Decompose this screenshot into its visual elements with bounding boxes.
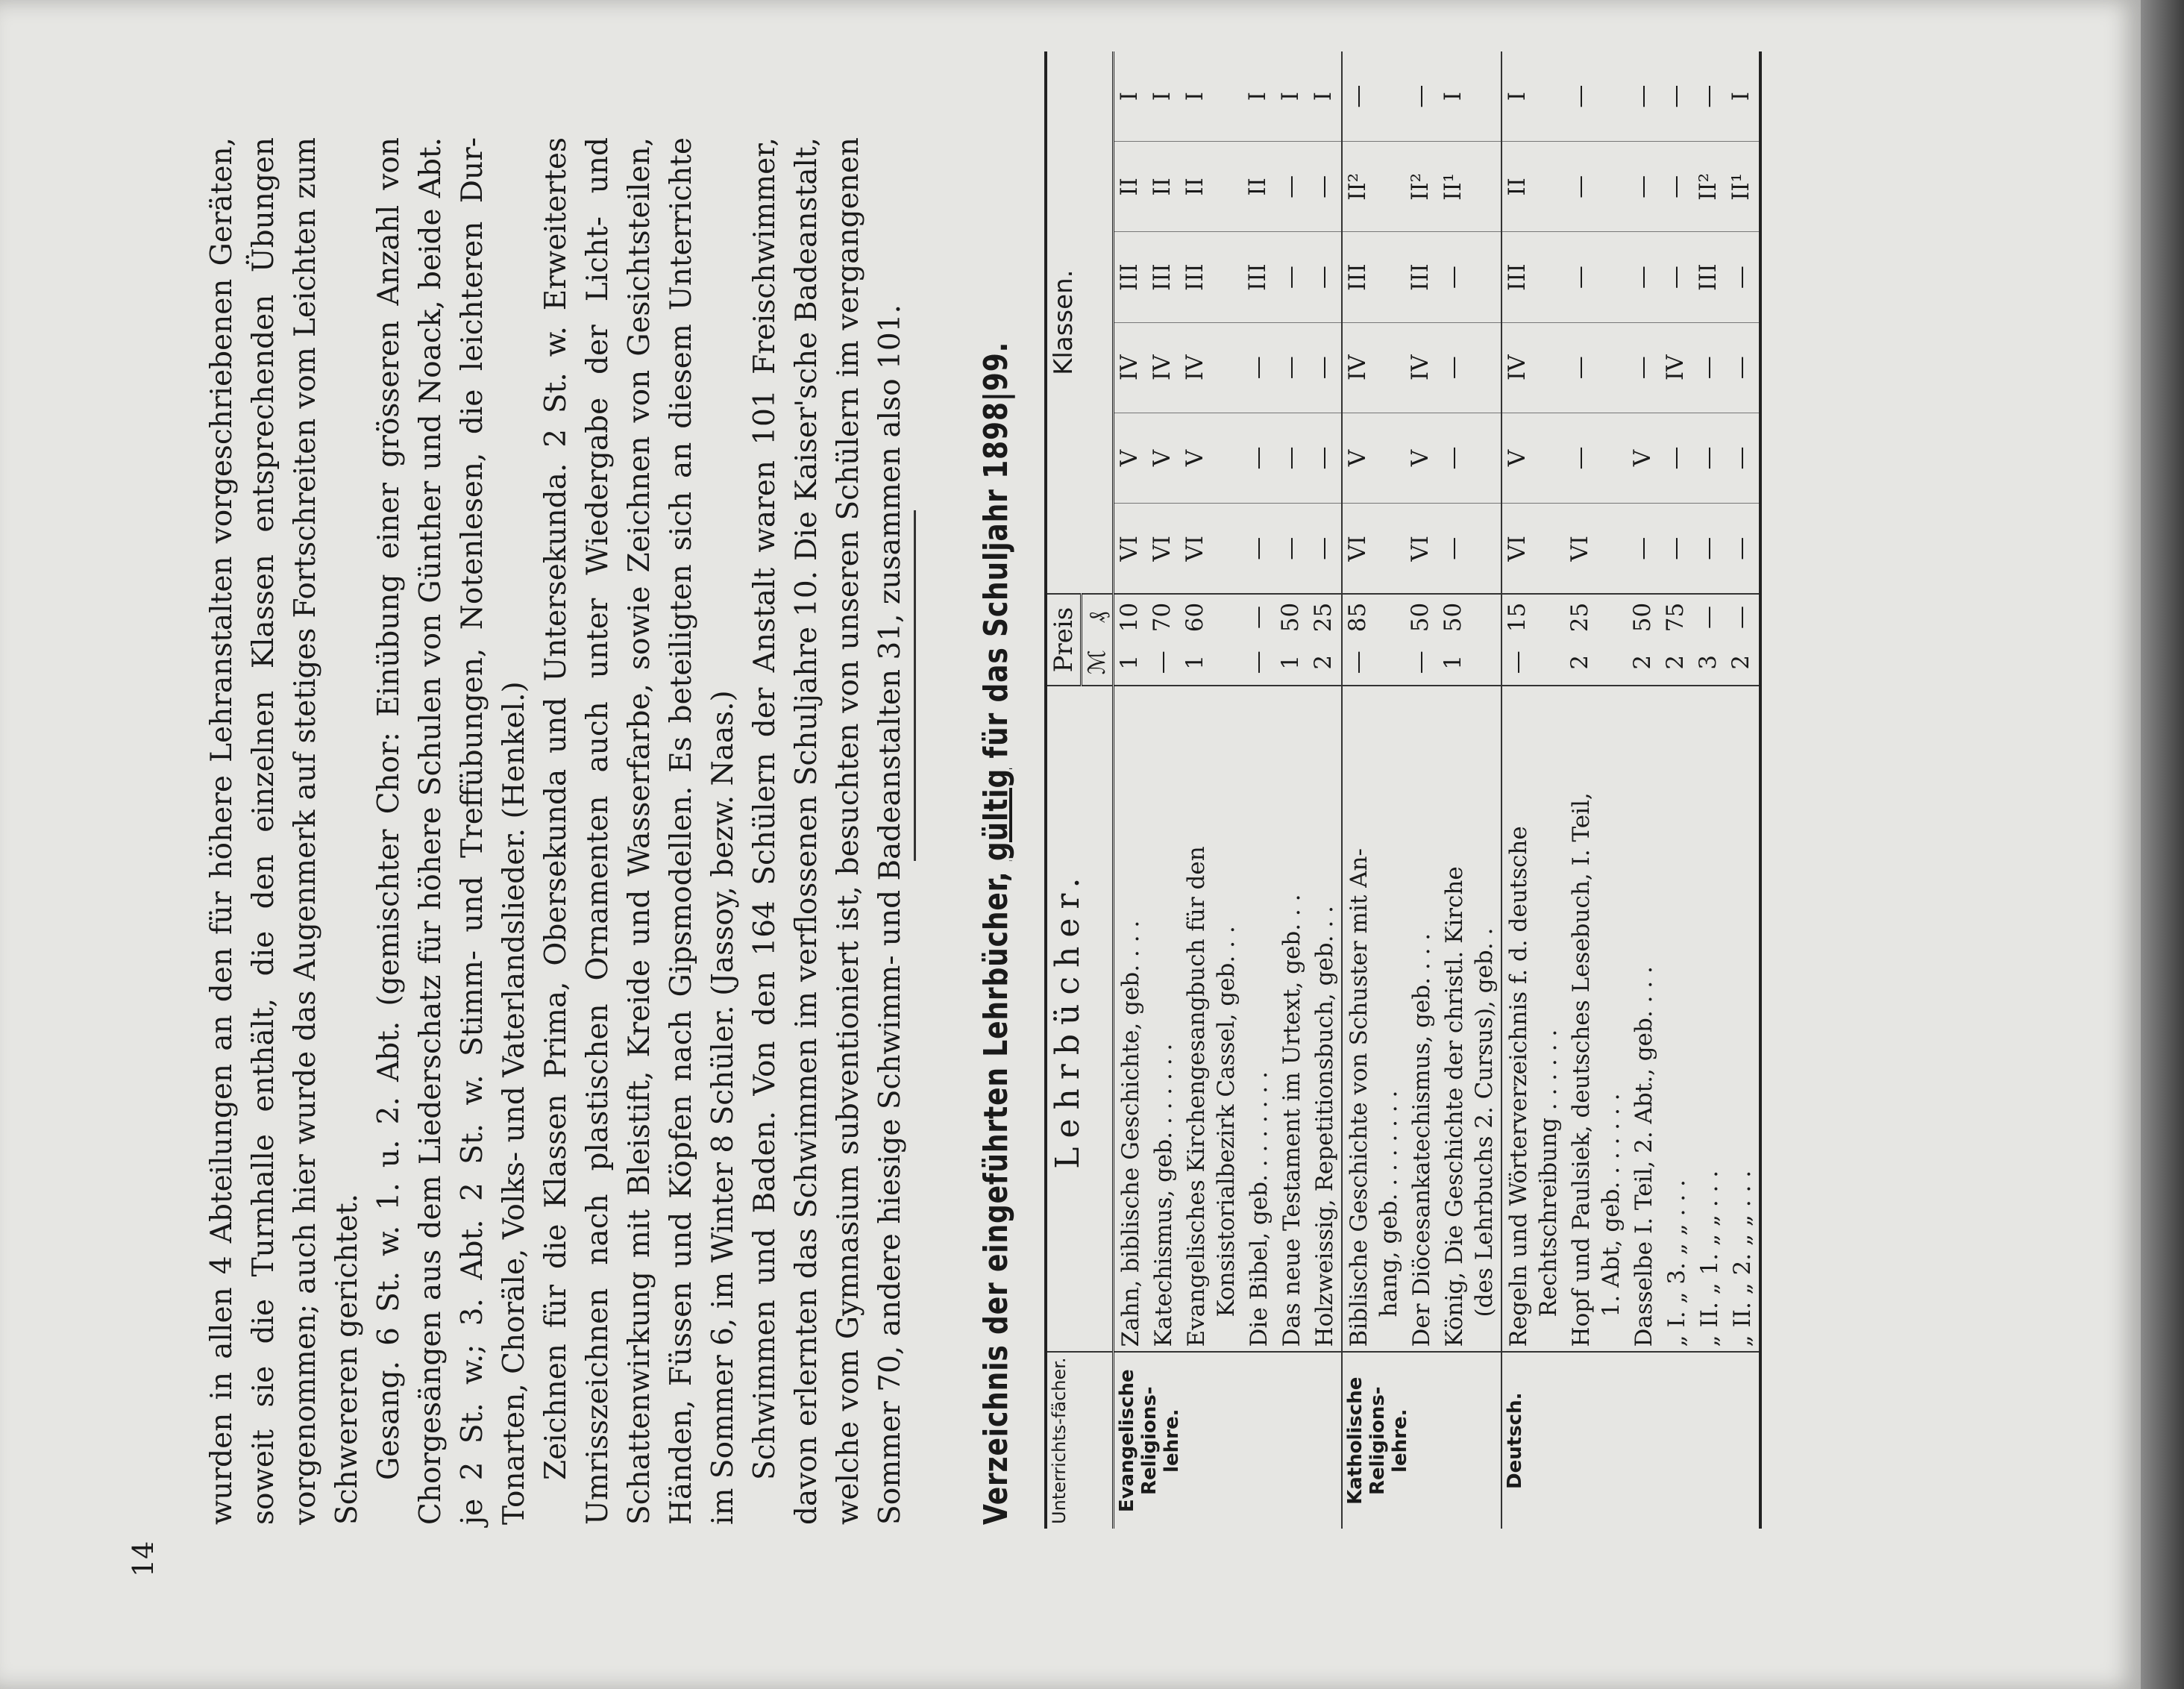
class-cell: V [1405, 413, 1438, 503]
book-title: Hopf und Paulsiek, deutsches Lesebuch, I. Teil, [1568, 792, 1595, 1347]
book-title: Biblische Geschichte von Schuster mit An- [1346, 848, 1372, 1347]
class-cell: — [1275, 413, 1308, 503]
class-cell: — [1565, 142, 1628, 232]
table-row [1405, 51, 1438, 1529]
paragraph-zeichnen: Zeichnen für die Klassen Prima, Obersekunda und Untersekunda. 2 St. w. Erweitertes Umrisszeichnen nach plastischen Ornamenten auch unter Wiedergabe der Licht- und Schattenwirkung mit Bleistift, Kreide und Wasserfarbe, sowie Zeichnen von Gesichtsteilen, Händen, Füssen und Köpfen nach Gipsmodellen. Es beteiligten sich an diesem Unterrichte im Sommer 6, im Winter 8 Schüler. (Jassoy, bezw. Naas.) [539, 137, 740, 1525]
price-pfennig-cell: 70 [1147, 594, 1180, 639]
table-row [1114, 51, 1148, 1529]
class-cell: — [1308, 232, 1342, 322]
class-cell: IV [1114, 322, 1148, 413]
header-pfennig: ₰ [1082, 594, 1114, 639]
class-cell: II [1243, 142, 1275, 232]
class-cell: I [1275, 51, 1308, 142]
class-cell: IV [1342, 322, 1405, 413]
class-cell: — [1565, 51, 1628, 142]
body-text [201, 137, 911, 1525]
price-mark-cell: 2 [1310, 654, 1337, 670]
book-title: Regeln und Wörterverzeichnis f. d. deutsche [1505, 826, 1532, 1347]
book-title-cell [1114, 686, 1148, 1353]
book-title: Der Diöcesankatechismus, geb. . . . [1408, 933, 1435, 1347]
class-cell: — [1243, 322, 1275, 413]
class-cell: VI [1565, 504, 1628, 595]
book-title-cell [1342, 686, 1405, 1353]
book-title: Holzweissig, Repetitionsbuch, geb. . . [1311, 906, 1338, 1347]
table-row [1565, 51, 1628, 1529]
class-cell: IV [1660, 322, 1693, 413]
class-cell: III [1243, 232, 1275, 322]
class-cell: — [1275, 142, 1308, 232]
class-cell: — [1628, 504, 1660, 595]
price-mark-cell: 2 [1566, 654, 1593, 670]
price-mark-cell: — [1407, 651, 1434, 674]
price-mark-cell: — [1244, 651, 1271, 674]
price-pfennig-cell: 75 [1660, 594, 1693, 639]
book-title: Dasselbe I. Teil, 2. Abt., geb. . . . [1631, 966, 1657, 1347]
price-mark-cell: 1 [1440, 654, 1466, 670]
class-cell: — [1660, 142, 1693, 232]
table-row [1726, 51, 1760, 1529]
class-cell: — [1342, 51, 1405, 142]
price-pfennig-cell: 50 [1438, 594, 1502, 639]
class-cell: VI [1342, 504, 1405, 595]
header-subject: Unterrichts-fächer. [1046, 1352, 1114, 1529]
class-cell: — [1275, 232, 1308, 322]
class-cell: IV [1405, 322, 1438, 413]
class-cell: — [1243, 413, 1275, 503]
book-title-cell [1147, 686, 1180, 1353]
book-title-cell [1243, 686, 1275, 1353]
book-title-cell [1726, 686, 1760, 1353]
class-cell: III [1342, 232, 1405, 322]
header-mark: ℳ [1082, 640, 1114, 686]
class-cell: V [1502, 413, 1565, 503]
class-cell: — [1726, 413, 1760, 503]
textbook-table [1044, 51, 1762, 1529]
class-cell: V [1180, 413, 1243, 503]
price-mark-cell: 2 [1728, 654, 1754, 670]
class-cell: — [1243, 504, 1275, 595]
price-mark-cell: 1 [1277, 654, 1304, 670]
book-title-cell [1308, 686, 1342, 1353]
table-body [1114, 51, 1761, 1529]
book-title-cell [1405, 686, 1438, 1353]
class-cell: II [1147, 142, 1180, 232]
class-cell: III [1405, 232, 1438, 322]
price-mark-cell: 1 [1114, 640, 1148, 686]
paragraph-turnen: wurden in allen 4 Abteilungen an den für höhere Lehranstalten vorgeschriebenen Geräten, soweit sie die Turnhalle enthält, die den einzelnen Klassen entsprechenden Übungen vorgenommen; auch hier wurde das Augenmerk auf stetiges Fortschreiten vom Leichten zum Schwereren gerichtet. [205, 137, 364, 1525]
header-price: Preis [1046, 594, 1082, 685]
table-title: Verzeichnis der eingeführten Lehrbücher, gültig für das Schuljahr 1898|99. [977, 341, 1015, 1525]
class-cell: V [1114, 413, 1148, 503]
book-title-cell [1660, 686, 1693, 1353]
price-mark-cell: — [1502, 640, 1565, 686]
table-row [1180, 51, 1243, 1529]
class-cell: — [1660, 413, 1693, 503]
class-cell: — [1628, 142, 1660, 232]
price-pfennig-cell: 50 [1628, 594, 1660, 639]
class-cell: VI [1147, 504, 1180, 595]
class-cell: II² [1693, 142, 1726, 232]
class-cell: — [1628, 51, 1660, 142]
class-cell: I [1438, 51, 1502, 142]
class-cell: — [1438, 322, 1502, 413]
class-cell: II¹ [1438, 142, 1502, 232]
class-cell: III [1502, 232, 1565, 322]
price-mark-cell: 2 [1629, 654, 1656, 670]
class-cell: I [1180, 51, 1243, 142]
table-row [1275, 51, 1308, 1529]
price-pfennig-cell: 60 [1180, 594, 1243, 639]
book-title-continued: (des Lehrbuchs 2. Cursus), geb. . [1471, 927, 1498, 1317]
price-pfennig-cell: 50 [1405, 594, 1438, 639]
book-title-continued: 1. Abt, geb. . . . . . . [1598, 1093, 1625, 1317]
table-row [1243, 51, 1275, 1529]
class-cell: — [1405, 51, 1438, 142]
class-cell: I [1147, 51, 1180, 142]
class-cell: VI [1405, 504, 1438, 595]
header-books: Lehrbücher. [1046, 686, 1114, 1353]
class-cell: II [1502, 142, 1565, 232]
paragraph-schwimmen: Schwimmen und Baden. Von den 164 Schülern der Anstalt waren 101 Freischwimmer, davon erlernten das Schwimmen im verflossenen Schuljahre 10. Die Kaiser'sche Badeanstalt, welche vom Gymnasium subventioniert ist, besuchten von unseren Schülern im vergangenen Sommer 70, andere hiesige Schwimm- und Badeanstalten 31, zusammen also 101. [748, 137, 907, 1525]
table-row [1438, 51, 1502, 1529]
class-cell: I [1114, 51, 1148, 142]
class-cell: — [1693, 413, 1726, 503]
paragraph-gesang: Gesang. 6 St. w. 1. u. 2. Abt. (gemischter Chor: Einübung einer grösseren Anzahl von Chorgesängen aus dem Liederschatz für höhere Schulen von Günther und Noack, beide Abt. je 2 St. w.; 3. Abt. 2 St. w. Stimm- und Treffübungen, Notenlesen, die leichteren Dur-Tonarten, Choräle, Volks- und Vaterlandslieder. (Henkel.) [372, 137, 531, 1525]
class-cell: V [1342, 413, 1405, 503]
class-cell: II [1114, 142, 1148, 232]
class-cell: — [1438, 413, 1502, 503]
subject-cell: Katholische Religions-lehre. [1342, 1352, 1502, 1529]
class-cell: III [1180, 232, 1243, 322]
class-cell: — [1308, 142, 1342, 232]
class-cell: II² [1342, 142, 1405, 232]
book-title-cell [1693, 686, 1726, 1353]
class-cell: — [1565, 322, 1628, 413]
class-cell: — [1660, 504, 1693, 595]
price-pfennig-cell: — [1726, 594, 1760, 639]
class-cell: — [1726, 322, 1760, 413]
class-cell: — [1438, 504, 1502, 595]
class-cell: — [1275, 322, 1308, 413]
price-mark-cell: 2 [1662, 654, 1689, 670]
class-cell: IV [1180, 322, 1243, 413]
price-pfennig-cell: 85 [1342, 594, 1405, 639]
class-cell: VI [1114, 504, 1148, 595]
price-pfennig-cell: 10 [1114, 594, 1148, 639]
class-cell: — [1660, 232, 1693, 322]
table-row [1660, 51, 1693, 1529]
book-title: König, Die Geschichte der christl. Kirche [1441, 866, 1468, 1347]
book-title: Evangelisches Kirchengesangbuch für den [1183, 846, 1210, 1347]
table-row [1342, 51, 1405, 1529]
class-cell: — [1628, 322, 1660, 413]
class-cell: — [1693, 322, 1726, 413]
class-cell: I [1502, 51, 1565, 142]
table-row [1628, 51, 1660, 1529]
price-pfennig-cell: 50 [1275, 594, 1308, 639]
class-cell: VI [1180, 504, 1243, 595]
class-cell: — [1660, 51, 1693, 142]
table-row [1147, 51, 1180, 1529]
book-title: „ I. „ 3. „ „ . . . [1663, 1179, 1690, 1347]
price-mark-cell: — [1342, 640, 1405, 686]
class-cell: — [1693, 504, 1726, 595]
book-title: Das neue Testament im Urtext, geb. . . [1278, 894, 1305, 1347]
class-cell: IV [1502, 322, 1565, 413]
class-cell: I [1308, 51, 1342, 142]
price-pfennig-cell: — [1693, 594, 1726, 639]
page-number: 14 [127, 1541, 160, 1577]
class-cell: — [1726, 232, 1760, 322]
class-cell: II¹ [1726, 142, 1760, 232]
class-cell: — [1308, 322, 1342, 413]
price-mark-cell: 1 [1182, 654, 1208, 670]
price-pfennig-cell: 25 [1565, 594, 1628, 639]
book-title-continued: Konsistorialbezirk Cassel, geb. . . [1213, 926, 1240, 1317]
book-title-cell [1565, 686, 1628, 1353]
class-cell: V [1628, 413, 1660, 503]
class-cell: II² [1405, 142, 1438, 232]
page-edge-shadow [2141, 0, 2184, 1689]
rotated-page-content [52, 0, 2111, 1689]
class-cell: — [1565, 232, 1628, 322]
book-title-cell [1502, 686, 1565, 1353]
class-cell: — [1565, 413, 1628, 503]
price-mark-cell: 3 [1695, 654, 1722, 670]
class-cell: II [1180, 142, 1243, 232]
table-row [1693, 51, 1726, 1529]
price-pfennig-cell: 15 [1502, 594, 1565, 639]
class-cell: — [1438, 232, 1502, 322]
class-cell: — [1726, 504, 1760, 595]
class-cell: VI [1502, 504, 1565, 595]
class-cell: — [1308, 413, 1342, 503]
price-pfennig-cell: — [1243, 594, 1275, 639]
book-title-continued: hang, geb. . . . . . . . [1375, 1090, 1402, 1317]
class-cell: IV [1147, 322, 1180, 413]
class-cell: — [1693, 51, 1726, 142]
class-cell: I [1726, 51, 1760, 142]
section-divider [914, 510, 916, 861]
book-title: „ II. „ 2. „ „ . . . [1729, 1170, 1756, 1347]
price-mark-cell: — [1149, 651, 1176, 674]
header-classes: Klassen. [1046, 51, 1114, 594]
class-cell: — [1308, 504, 1342, 595]
class-cell: — [1275, 504, 1308, 595]
subject-cell: Evangelische Religions-lehre. [1114, 1352, 1343, 1529]
book-title: Zahn, biblische Geschichte, geb. . . . [1117, 920, 1144, 1347]
book-title: „ II. „ 1. „ „ . . . [1696, 1170, 1723, 1347]
class-cell: III [1147, 232, 1180, 322]
book-title-cell [1628, 686, 1660, 1353]
class-cell: — [1628, 232, 1660, 322]
book-title-cell [1438, 686, 1502, 1353]
book-title: Die Bibel, geb. . . . . . . . [1246, 1071, 1273, 1347]
book-title: Katechismus, geb. . . . . . . [1150, 1043, 1177, 1347]
book-title-continued: Rechtschreibung . . . . . . [1535, 1029, 1562, 1317]
book-title-cell [1180, 686, 1243, 1353]
table-row [1308, 51, 1342, 1529]
class-cell: V [1147, 413, 1180, 503]
class-cell: I [1243, 51, 1275, 142]
class-cell: III [1114, 232, 1148, 322]
table-row [1502, 51, 1565, 1529]
class-cell: III [1693, 232, 1726, 322]
price-pfennig-cell: 25 [1308, 594, 1342, 639]
subject-cell: Deutsch. [1502, 1352, 1760, 1529]
book-title-cell [1275, 686, 1308, 1353]
